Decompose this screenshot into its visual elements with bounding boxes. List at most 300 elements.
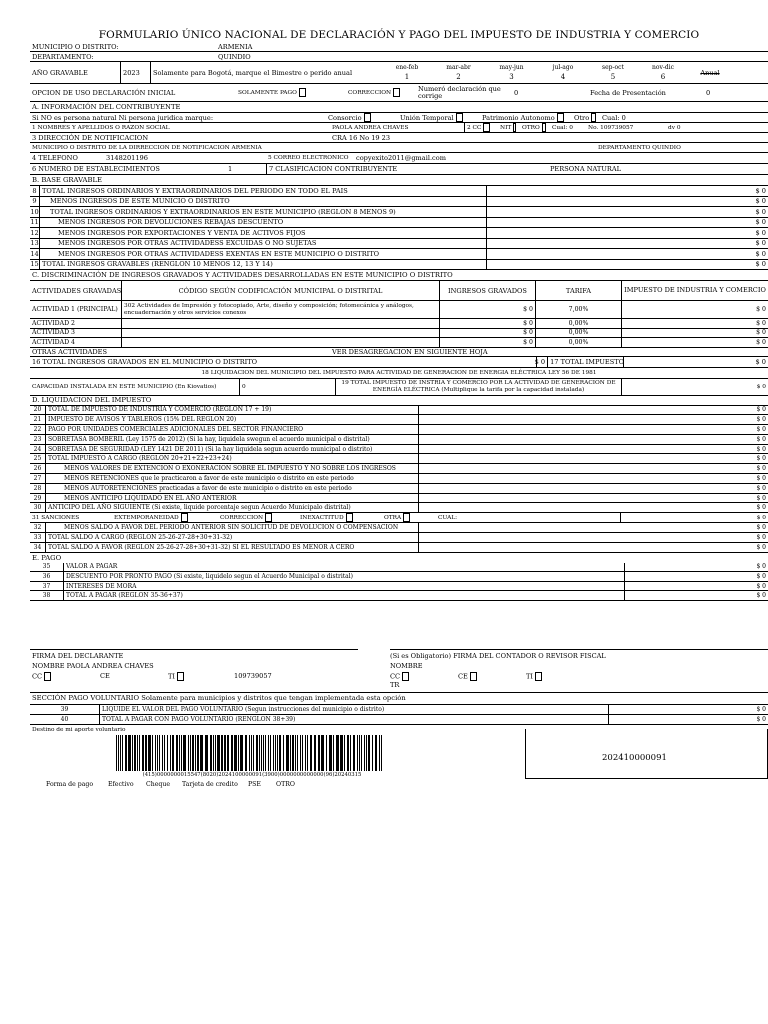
energia-19-label: 19 TOTAL IMPUESTO DE INSTRIA Y COMERCIO POR LA ACTIVIDAD DE GENERACION DE ENERGÍA ELÉCTRICA (Multiplique la tarifa por la capacidad instalada) [336, 379, 622, 395]
header-codigo: CÓDIGO SEGÚN CODIFICACIÓN MUNICIPAL O DISTRITAL [122, 281, 440, 300]
line-number: 22 [30, 425, 46, 434]
fecha-presentacion-label: Fecha de Presentación [590, 88, 666, 97]
line-value[interactable]: $ 0 [756, 425, 766, 433]
line-item-row [30, 197, 768, 208]
line-item-row [30, 249, 768, 260]
anual-option[interactable]: Anual [700, 68, 720, 77]
barcode-bar [200, 735, 203, 771]
actividad-ingresos[interactable]: $ 0 [440, 329, 536, 338]
no-persona-label: Si NO es persona natural Ni persona juridica marque: [32, 113, 214, 122]
line-value[interactable]: $ 0 [756, 582, 766, 590]
forma-pago-label: Forma de pago [46, 781, 94, 789]
barcode-bar [217, 735, 220, 771]
line-label: MENOS INGRESOS POR DEVOLUCIONES REBAJAS DESCUENTO [58, 218, 284, 227]
telefono-row [30, 153, 768, 164]
line-number: 25 [30, 454, 46, 463]
line-number: 12 [30, 228, 39, 237]
direccion-row [30, 133, 768, 143]
barcode-bar [227, 735, 229, 771]
numero-declaracion-value[interactable]: 0 [514, 88, 519, 97]
line-value[interactable]: $ 0 [756, 435, 766, 443]
municipio-value[interactable]: ARMENIA [218, 42, 253, 51]
barcode-bar [240, 735, 243, 771]
declarante-ti-checkbox[interactable] [177, 672, 184, 681]
line-number: 33 [30, 533, 46, 542]
nit-checkbox[interactable] [513, 123, 516, 132]
line-value[interactable]: $ 0 [756, 524, 766, 532]
line-item-row [30, 494, 768, 504]
line-spacer [418, 474, 688, 483]
barcode-bar [195, 735, 196, 771]
solamente-pago-checkbox[interactable] [299, 88, 306, 97]
actividad-row [30, 338, 768, 348]
line-spacer [486, 249, 688, 259]
bimestre-label: jul-ago [552, 64, 574, 71]
line-number: 8 [30, 186, 40, 196]
direccion-value[interactable]: CRA 16 No 19 23 [332, 133, 391, 142]
inexactitud-checkbox[interactable] [346, 513, 353, 522]
line-item-row [30, 406, 768, 416]
direccion-label: 3 DIRECCIÓN DE NOTIFICACION [32, 133, 149, 142]
actividad-ingresos[interactable]: $ 0 [440, 338, 536, 347]
barcode-bar [162, 735, 163, 771]
line-number: 34 [30, 543, 46, 552]
actividad-impuesto[interactable]: $ 0 [756, 319, 766, 327]
line-value[interactable]: $ 0 [756, 592, 766, 600]
actividad-tarifa[interactable]: 0,00% [536, 329, 622, 338]
bimestre-label: nov-dic [651, 64, 674, 71]
nit-option[interactable] [498, 123, 520, 132]
barcode-bar [321, 735, 324, 771]
line-item-row [30, 239, 768, 250]
otro-option[interactable] [572, 113, 600, 122]
header-tarifa: TARIFA [536, 281, 622, 300]
line-label: TOTAL IMPUESTO A CARGO (REGLON 20+21+22+23+24) [48, 455, 232, 463]
barcode-bar [270, 735, 271, 771]
barcode-bar [224, 735, 226, 771]
forma-pago-option[interactable]: OTRO [276, 781, 295, 789]
energia-row [30, 378, 768, 396]
solamente-pago-option[interactable] [236, 84, 346, 101]
line-number: 36 [30, 572, 64, 581]
ver-hoja-label: VER DESAGREGACION EN SIGUIENTE HOJA [332, 347, 488, 356]
contador-ti-checkbox[interactable] [535, 672, 542, 681]
bogota-note: Solamente para Bogotá, marque el Bimestre o perido anual [150, 62, 382, 83]
line-value[interactable]: $ 0 [756, 465, 766, 473]
barcode [116, 735, 388, 778]
line-value[interactable]: $ 0 [756, 455, 766, 463]
tax-form [30, 0, 768, 788]
consorcio-option[interactable] [326, 113, 398, 122]
line-label: MENOS RETENCIONES que le practicaron a favor de este municipio o distrito en este periodo [64, 474, 354, 482]
line-label: TOTAL INGRESOS ORDINARIOS Y EXTRAORDINARIOS DEL PERIODO EN TODO EL PAIS [42, 186, 348, 195]
line-item-row [30, 572, 768, 582]
liquidacion-list-2 [30, 523, 768, 552]
line-item-row [30, 415, 768, 425]
line-spacer [418, 464, 688, 473]
line-label: TOTAL DE IMPUESTO DE INDUSTRIA Y COMERCIO (REGLON 17 + 19) [48, 406, 272, 414]
line-item-row [30, 435, 768, 445]
line-spacer [418, 503, 688, 512]
otras-actividades-row [30, 348, 768, 357]
line-label: TOTAL SALDO A FAVOR (REGLON 25-26-27-28+30+31-32) SI EL RESULTADO ES MENOR A CERO [48, 543, 355, 551]
line-label: IMPUESTO DE AVISOS Y TABLEROS (15% DEL REGLON 20) [48, 416, 237, 424]
actividad-impuesto[interactable]: $ 0 [756, 306, 766, 313]
firma-contador-label: (Si es Obligatorio) FIRMA DEL CONTADOR O REVISOR FISCAL [390, 652, 606, 661]
barcode-bar [118, 735, 119, 771]
bimestre-number: 2 [456, 73, 461, 81]
tipo-persona-row [30, 113, 768, 123]
line-value[interactable]: $ 0 [756, 416, 766, 424]
line-value[interactable]: $ 0 [755, 239, 766, 248]
line-spacer [624, 582, 688, 591]
line-item-row [30, 582, 768, 592]
barcode-bar [125, 735, 127, 771]
line-value[interactable]: $ 0 [755, 207, 766, 216]
departamento-row [30, 52, 768, 62]
sanciones-value[interactable]: $ 0 [620, 513, 768, 522]
line-number: 24 [30, 445, 46, 454]
union-checkbox[interactable] [456, 113, 463, 122]
bimestre-option[interactable] [382, 62, 432, 83]
actividad-label: ACTIVIDAD 4 [30, 338, 122, 347]
line-value[interactable]: $ 0 [756, 563, 766, 571]
bimestre-option[interactable] [485, 62, 538, 83]
barcode-bar [368, 735, 370, 771]
fecha-presentacion-value[interactable]: 0 [706, 88, 711, 97]
barcode-bar [213, 735, 214, 771]
barcode-bar [375, 735, 377, 771]
line-label: MENOS ANTICIPO LIQUIDADO EN EL AÑO ANTERIOR [64, 494, 237, 502]
liquidacion-list [30, 406, 768, 514]
line-spacer [486, 228, 688, 238]
line-label: INTERESES DE MORA [66, 582, 137, 590]
line-label: LIQUIDE EL VALOR DEL PAGO VOLUNTARIO (Segun instrucciones del municipio o distrito) [102, 706, 385, 714]
otro-id-label: OTRO [522, 124, 540, 131]
forma-pago-option[interactable]: Tarjeta de credito [182, 781, 238, 789]
opcion-label: OPCION DE USO DECLARACIÓN INICIAL [32, 88, 176, 97]
otra-option[interactable] [382, 513, 436, 522]
declarante-documento[interactable]: 109739057 [234, 672, 272, 681]
barcode-bar [366, 735, 367, 771]
barcode-bar [183, 735, 186, 771]
bimestre-label: may-jun [499, 64, 524, 71]
otra-label: OTRA [384, 514, 402, 521]
barcode-bar [268, 735, 269, 771]
barcode-bar [176, 735, 178, 771]
barcode-bar [215, 735, 216, 771]
otro-id-option[interactable] [520, 123, 550, 132]
line-spacer [418, 435, 688, 444]
departamento-notificacion[interactable]: DEPARTAMENTO QUINDIO [598, 144, 681, 151]
actividad-codigo[interactable] [122, 338, 440, 347]
voluntario-section-title: SECCIÓN PAGO VOLUNTARIO Solamente para municipios y distritos que tengan implementada esta opción [32, 694, 406, 703]
line-item-row [30, 228, 768, 239]
line-number: 10 [30, 207, 39, 216]
line-value[interactable]: $ 0 [755, 218, 766, 227]
actividad-label: ACTIVIDAD 2 [30, 319, 122, 328]
line-value[interactable]: $ 0 [756, 533, 766, 541]
anio-value[interactable]: 2023 [120, 62, 150, 83]
actividad-impuesto[interactable]: $ 0 [756, 329, 766, 337]
barcode-bar [179, 735, 180, 771]
line-number: 39 [30, 705, 100, 714]
line-number: 11 [30, 218, 39, 227]
line-value[interactable]: $ 0 [755, 249, 766, 258]
extemporaneidad-option[interactable] [112, 513, 218, 522]
barcode-bar [336, 735, 339, 771]
line-spacer [418, 454, 688, 463]
actividad-ingresos[interactable]: $ 0 [440, 319, 536, 328]
total-16-row [30, 357, 768, 368]
actividad-row [30, 329, 768, 339]
barcode-bar [190, 735, 191, 771]
inexactitud-option[interactable] [298, 513, 382, 522]
sanciones-label: 31 SANCIONES [32, 514, 80, 521]
line-value[interactable]: $ 0 [756, 716, 766, 724]
line-value[interactable]: $ 0 [756, 573, 766, 581]
line-spacer [418, 415, 688, 424]
actividad-tarifa[interactable]: 0,00% [536, 338, 622, 347]
cc-label: 2 CC [467, 124, 482, 131]
line-number: 29 [30, 494, 46, 503]
opcion-row [30, 84, 768, 102]
bimestre-number: 4 [560, 73, 566, 81]
line-value[interactable]: $ 0 [755, 228, 766, 237]
line-label: DESCUENTO POR PRONTO PAGO (Si existe, liquidelo segun el Acuerdo Municipal o distrital) [66, 573, 353, 581]
nit-label: NIT [500, 124, 512, 131]
contador-ce-checkbox[interactable] [470, 672, 477, 681]
line-value[interactable]: $ 0 [756, 543, 766, 551]
telefono-label: 4 TELEFONO [32, 154, 78, 162]
cc-checkbox[interactable] [483, 123, 490, 132]
establecimientos-value[interactable]: 1 [228, 165, 233, 173]
line-value[interactable]: $ 0 [756, 445, 766, 453]
forma-pago-option[interactable]: PSE [248, 781, 261, 789]
barcode-bar [238, 735, 239, 771]
line-item-row [30, 715, 768, 725]
municipio-notificacion-row [30, 143, 768, 153]
line-value[interactable]: $ 0 [755, 197, 766, 206]
line-spacer [624, 591, 688, 600]
line-spacer [486, 186, 688, 196]
barcode-bar [279, 735, 281, 771]
actividad-tarifa[interactable]: 7,00% [536, 301, 622, 318]
bimestre-group [382, 62, 688, 83]
bimestre-number: 3 [509, 73, 514, 81]
pago-list [30, 563, 768, 601]
actividad-tarifa[interactable]: 0,00% [536, 319, 622, 328]
otro-checkbox[interactable] [591, 113, 596, 122]
line-value[interactable]: $ 0 [756, 504, 766, 512]
cual-id-value[interactable]: Cual: 0 [552, 124, 573, 131]
telefono-value[interactable]: 3148201196 [106, 154, 148, 162]
line-spacer [418, 484, 688, 493]
barcode-bar [172, 735, 174, 771]
actividades-list [30, 301, 768, 348]
line-label: TOTAL A PAGAR (REGLON 35-36+37) [66, 592, 183, 600]
otro-id-checkbox[interactable] [542, 123, 546, 132]
forma-pago-option[interactable]: Efectivo [108, 781, 134, 789]
correccion-option[interactable] [346, 84, 416, 101]
line-value[interactable]: $ 0 [755, 186, 766, 195]
correo-value[interactable]: copyexito2011@gmail.com [356, 154, 446, 162]
line-value[interactable]: $ 0 [756, 406, 766, 414]
signature-area [30, 601, 768, 711]
barcode-bar [275, 735, 276, 771]
barcode-bar [259, 735, 260, 771]
barcode-bar [290, 735, 291, 771]
sancion-correccion-option[interactable] [218, 513, 298, 522]
line-number: 38 [30, 591, 64, 600]
line-value[interactable]: $ 0 [756, 706, 766, 714]
numero-id-value[interactable]: No. 109739057 [588, 124, 634, 131]
line-item-row [30, 591, 768, 601]
declarante-cc-option[interactable] [32, 672, 53, 681]
line-number: 32 [30, 523, 46, 532]
line-item-row [30, 523, 768, 533]
dv-value[interactable]: dv 0 [668, 124, 681, 131]
bimestre-option[interactable] [432, 62, 485, 83]
line-number: 28 [30, 484, 46, 493]
patrimonio-option[interactable] [480, 113, 572, 122]
line-value[interactable]: $ 0 [756, 494, 766, 502]
barcode-bar [234, 735, 237, 771]
capacidad-value[interactable]: 0 [240, 379, 336, 395]
line-label: MENOS INGRESOS POR EXPORTACIONES Y VENTA DE ACTIVOS FIJOS [58, 228, 306, 237]
nombre-value[interactable]: PAOLA ANDREA CHAVES [332, 124, 409, 131]
declarante-cc-checkbox[interactable] [44, 672, 51, 681]
correccion-checkbox[interactable] [393, 88, 400, 97]
municipio-notificacion[interactable]: MUNICIPIO O DISTRITO DE LA DIRRECCION DE NOTIFICACION ARMENIA [32, 144, 262, 151]
line-number: 27 [30, 474, 46, 483]
barcode-bar [381, 735, 382, 771]
contador-ce-label: CE [458, 672, 468, 681]
cc-option[interactable] [464, 123, 498, 132]
line-spacer [608, 715, 688, 724]
line-label: VALOR A PAGAR [66, 563, 118, 571]
energia-19-value[interactable]: $ 0 [756, 383, 766, 390]
bimestre-number: 5 [610, 73, 616, 81]
cual-value[interactable]: Cual: 0 [602, 113, 626, 122]
line-number: 20 [30, 406, 46, 415]
line-value[interactable]: $ 0 [756, 474, 766, 482]
line-item-row [30, 218, 768, 229]
patrimonio-label: Patrimonio Autonomo [482, 113, 555, 122]
contador-signature-line [390, 649, 768, 650]
contador-ti-option[interactable] [526, 672, 544, 681]
bimestre-option[interactable] [588, 62, 638, 83]
extemporaneidad-label: EXTEMPORANEIDAD [114, 514, 179, 521]
total-17-value[interactable]: $ 0 [623, 357, 768, 367]
declarante-ti-option[interactable] [168, 672, 186, 681]
extemporaneidad-checkbox[interactable] [181, 513, 188, 522]
numero-declaracion-label: Numeró declaración que corrige [418, 84, 501, 100]
barcode-bar [152, 735, 153, 771]
line-spacer [486, 239, 688, 249]
line-spacer [486, 197, 688, 207]
actividad-codigo[interactable] [122, 319, 440, 328]
barcode-bar [379, 735, 380, 771]
contador-ce-option[interactable] [458, 672, 479, 681]
header-ingresos: INGRESOS GRAVADOS [440, 281, 536, 300]
total-17-label: 17 TOTAL IMPUESTO [547, 357, 623, 367]
union-option[interactable] [398, 113, 480, 122]
actividad-impuesto[interactable]: $ 0 [756, 338, 766, 346]
actividad-row [30, 319, 768, 329]
line-spacer [486, 260, 688, 270]
declarante-ti-label: TI [168, 672, 176, 681]
line-label: MENOS VALORES DE EXTENCION O EXONERACION SOBRE EL IMPUESTO Y NO SOBRE LOS INGRESOS [64, 465, 396, 473]
contador-tr-label: TR [390, 681, 400, 690]
contador-cc-option[interactable] [390, 672, 411, 681]
sancion-correccion-checkbox[interactable] [265, 513, 272, 522]
line-item-row [30, 425, 768, 435]
barcode-bar [261, 735, 262, 771]
actividad-codigo[interactable]: 302 Actividades de Impresión y fotocopiado, Arte, diseño y composición; fotomecánica y análogos, encuadernación y otros servicios conexos [122, 301, 440, 318]
forma-pago-option[interactable]: Cheque [146, 781, 170, 789]
bimestre-option[interactable] [638, 62, 688, 83]
bimestre-number: 6 [660, 73, 666, 81]
barcode-bar [359, 735, 360, 771]
base-gravable-list [30, 186, 768, 270]
line-spacer [624, 563, 688, 572]
form-title: FORMULARIO ÚNICO NACIONAL DE DECLARACIÓN Y PAGO DEL IMPUESTO DE INDUSTRIA Y COMERCIO [98, 29, 700, 41]
line-value[interactable]: $ 0 [756, 484, 766, 492]
barcode-bar [340, 735, 343, 771]
patrimonio-checkbox[interactable] [557, 113, 564, 122]
barcode-bar [292, 735, 294, 771]
clasificacion-value[interactable]: PERSONA NATURAL [550, 165, 621, 173]
line-number: 35 [30, 563, 64, 572]
municipio-label: MUNICIPIO O DISTRITO: [32, 42, 119, 51]
barcode-bar [145, 735, 147, 771]
line-label: PAGO POR UNIDADES COMERCIALES ADICIONALES DEL SECTOR FINANCIERO [48, 425, 304, 433]
barcode-bar [170, 735, 171, 771]
actividad-codigo[interactable] [122, 329, 440, 338]
section-a-title: A. INFORMACIÓN DEL CONTRIBUYENTE [30, 102, 768, 113]
sancion-correccion-label: CORRECCION [220, 514, 264, 521]
barcode-bar [353, 735, 355, 771]
line-spacer [418, 523, 688, 532]
barcode-bar [132, 735, 133, 771]
line-number: 37 [30, 582, 64, 591]
line-item-row [30, 260, 768, 271]
actividad-ingresos[interactable]: $ 0 [440, 301, 536, 318]
bimestre-option[interactable] [538, 62, 588, 83]
line-value[interactable]: $ 0 [755, 260, 766, 269]
otro-label: Otro [574, 113, 590, 122]
declarante-cc-label: CC [32, 672, 43, 681]
declarante-signature-line [30, 649, 358, 650]
correccion-label: CORRECCION [348, 89, 392, 96]
barcode-bar [251, 735, 252, 771]
line-label: SOBRETASA BOMBERIL (Ley 1575 de 2012) (Si la hay, liquidela swegun el acuerdo municipal o distrital) [48, 435, 370, 443]
barcode-bar [157, 735, 158, 771]
consorcio-checkbox[interactable] [364, 113, 371, 122]
total-16-amount[interactable]: $ 0 [534, 357, 546, 366]
line-label: TOTAL SALDO A CARGO (REGLON 25-26-27-28+30+31-32) [48, 533, 233, 541]
barcode-bar [159, 735, 160, 771]
otra-checkbox[interactable] [403, 513, 410, 522]
barcode-bar [137, 735, 138, 771]
departamento-value[interactable]: QUINDIO [218, 52, 251, 61]
line-number: 40 [30, 715, 100, 724]
barcode-bar [344, 735, 345, 771]
contador-cc-checkbox[interactable] [402, 672, 409, 681]
nombre-label: 1 NOMBRES Y APELLIDOS O RAZON SOCIAL [32, 124, 170, 131]
barcode-bar [210, 735, 212, 771]
